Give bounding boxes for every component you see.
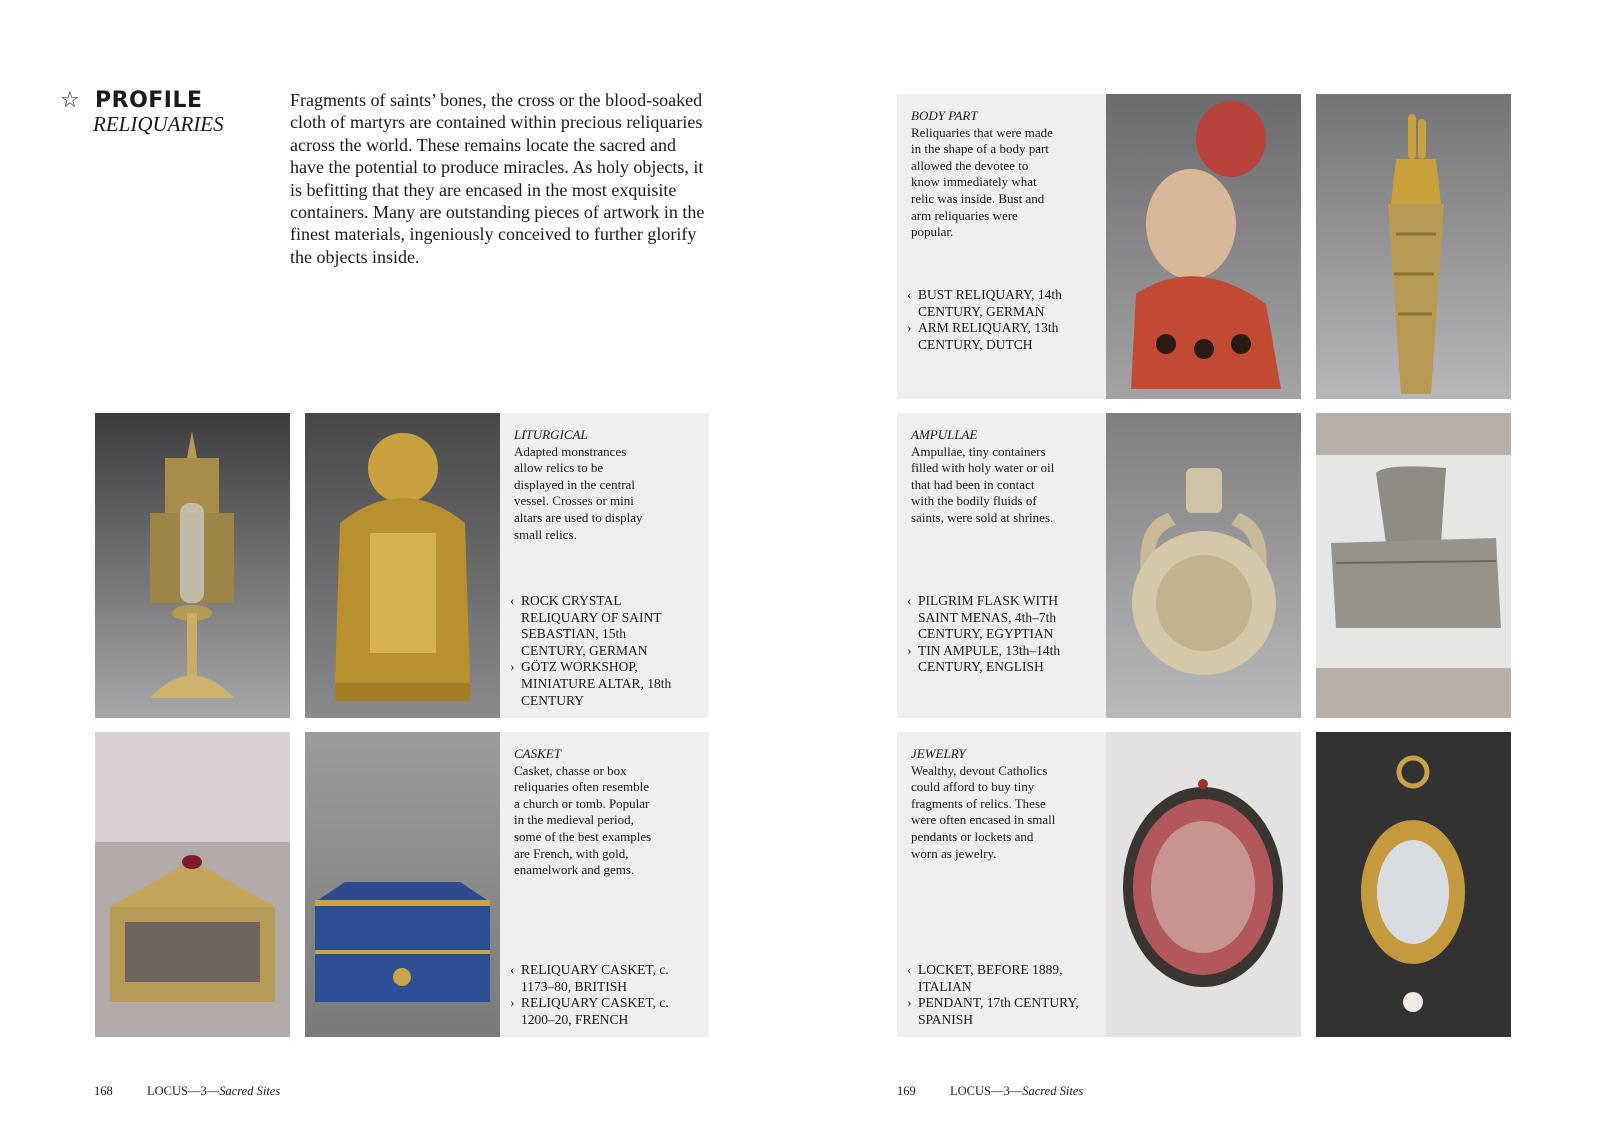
french-casket-photo (305, 732, 500, 1037)
body-part-caption (911, 108, 1056, 241)
chevron-right-icon: › (510, 995, 515, 1011)
page-title: RELIQUARIES (93, 112, 224, 136)
credit-text: PENDANT, 17th CENTURY, SPANISH (918, 995, 1079, 1027)
chevron-right-icon: › (907, 995, 912, 1011)
chevron-right-icon: › (907, 642, 912, 658)
ampullae-credits (907, 593, 1087, 676)
series-title: Sacred Sites (219, 1084, 281, 1098)
credit-text: TIN AMPULE, 13th–14th CENTURY, ENGLISH (918, 642, 1061, 675)
credit-text: BUST RELIQUARY, 14th CENTURY, GERMAN (918, 287, 1062, 319)
credit-text: LOCKET, BEFORE 1889, ITALIAN (918, 962, 1063, 994)
ampullae-category: AMPULLAE (911, 427, 978, 442)
page-number-right: 169 (897, 1084, 916, 1098)
running-footer-left (147, 1084, 280, 1099)
credit-text: ARM RELIQUARY, 13th CENTURY, DUTCH (918, 320, 1059, 352)
chevron-right-icon: › (510, 659, 515, 675)
jewelry-credits (907, 962, 1087, 1028)
british-casket-photo (95, 732, 290, 1037)
casket-category: CASKET (514, 746, 561, 761)
casket-text: Casket, chasse or box reliquaries often resemble a church or tomb. Popular in the medieval period, some of the best examples are French, with gold, enamelwork and gems. (514, 762, 652, 878)
locket-photo (1106, 732, 1301, 1037)
jewelry-caption (911, 746, 1056, 862)
ampullae-text: Ampullae, tiny containers filled with holy water or oil that had been in contact with the bodily fluids of saints, were sold at shrines. (911, 443, 1055, 525)
credit-text: RELIQUARY CASKET, c. 1200–20, FRENCH (521, 995, 669, 1027)
chevron-left-icon: ‹ (510, 593, 515, 608)
casket-credits (510, 962, 690, 1028)
profile-kicker: PROFILE (95, 88, 203, 113)
chevron-left-icon: ‹ (907, 593, 912, 608)
miniature-altar-photo (305, 413, 500, 718)
credit-text: ROCK CRYSTAL RELIQUARY OF SAINT SEBASTIAN, 15th CENTURY, GERMAN (521, 593, 662, 658)
body-part-credits (907, 287, 1087, 353)
liturgical-text: Adapted monstrances allow relics to be displayed in the central vessel. Crosses or mini altars are used to display small relics. (514, 443, 643, 542)
liturgical-credits (510, 593, 690, 709)
bust-reliquary-photo (1106, 94, 1301, 399)
credit-text: GÖTZ WORKSHOP, MINIATURE ALTAR, 18th CENTURY (521, 659, 672, 708)
credit-text: RELIQUARY CASKET, c. 1173–80, BRITISH (521, 962, 669, 994)
body-part-category: BODY PART (911, 108, 978, 123)
intro-paragraph: Fragments of saints’ bones, the cross or the blood-soaked cloth of martyrs are contained within precious reliquaries across the world. These remains locate the sacred and have the potential to produce miracles. As holy objects, it is befitting that they are encased in the most exquisite containers. Many are outstanding pieces of artwork in the finest materials, ingeniously conceived to further glorify the objects inside. (290, 90, 705, 267)
chevron-left-icon: ‹ (510, 962, 515, 977)
body-part-text: Reliquaries that were made in the shape of a body part allowed the devotee to know immediately what relic was inside. Bust and arm reliquaries were popular. (911, 124, 1053, 240)
jewelry-text: Wealthy, devout Catholics could afford to buy tiny fragments of relics. These were often encased in small pendants or lockets and worn as jewelry. (911, 762, 1056, 861)
credit-text: PILGRIM FLASK WITH SAINT MENAS, 4th–7th CENTURY, EGYPTIAN (918, 593, 1059, 642)
pendant-photo (1316, 732, 1511, 1037)
star-icon: ☆ (60, 88, 80, 113)
tin-ampule-photo (1316, 413, 1511, 718)
running-footer-right (950, 1084, 1083, 1099)
ampullae-caption (911, 427, 1056, 527)
chevron-left-icon: ‹ (907, 287, 912, 302)
chevron-right-icon: › (907, 320, 912, 336)
chevron-left-icon: ‹ (907, 962, 912, 977)
page-number-left: 168 (94, 1084, 113, 1098)
liturgical-caption (514, 427, 654, 543)
series-title: Sacred Sites (1022, 1084, 1084, 1098)
casket-caption (514, 746, 654, 879)
series-label: LOCUS—3— (950, 1084, 1023, 1098)
rock-crystal-reliquary-photo (95, 413, 290, 718)
jewelry-category: JEWELRY (911, 746, 966, 761)
arm-reliquary-photo (1316, 94, 1511, 399)
liturgical-category: LITURGICAL (514, 427, 588, 442)
series-label: LOCUS—3— (147, 1084, 220, 1098)
pilgrim-flask-photo (1106, 413, 1301, 718)
